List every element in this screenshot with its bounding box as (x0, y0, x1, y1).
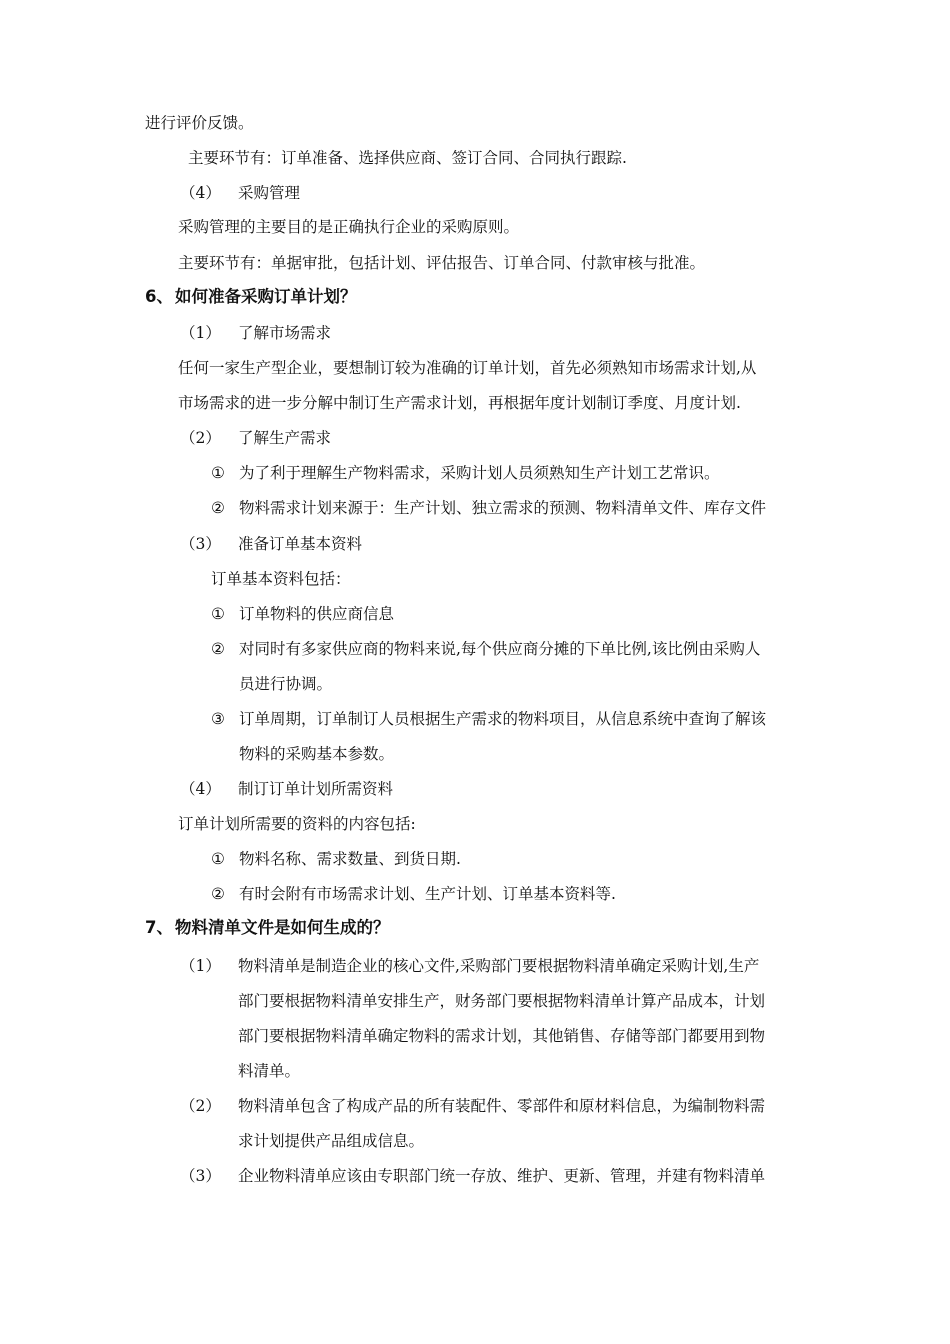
paragraph-line: 物料的采购基本参数。 (239, 745, 395, 763)
paragraph-line: 任何一家生产型企业，要想制订较为准确的订单计划，首先必须熟知市场需求计划,从 (178, 359, 757, 377)
list-text: 制订订单计划所需资料 (238, 780, 394, 798)
list-number: （4） (180, 184, 221, 202)
paragraph-line: 进行评价反馈。 (145, 114, 254, 132)
list-text: 物料清单包含了构成产品的所有装配件、零部件和原材料信息，为编制物料需 (238, 1097, 766, 1115)
list-text: 企业物料清单应该由专职部门统一存放、维护、更新、管理，并建有物料清单 (238, 1167, 766, 1185)
list-item (211, 883, 616, 905)
paragraph-line: 采购管理的主要目的是正确执行企业的采购原则。 (178, 218, 520, 236)
list-number: ② (211, 499, 225, 517)
paragraph-line: 市场需求的进一步分解中制订生产需求计划，再根据年度计划制订季度、月度计划. (178, 394, 741, 412)
list-text: 物料需求计划来源于：生产计划、独立需求的预测、物料清单文件、库存文件 (239, 499, 767, 517)
list-number: （4） (180, 780, 221, 798)
list-item (211, 848, 461, 870)
list-text: 了解生产需求 (238, 429, 332, 447)
paragraph-line: 主要环节有：订单准备、选择供应商、签订合同、合同执行跟踪. (188, 149, 627, 167)
list-number: （3） (180, 535, 221, 553)
list-item (180, 778, 393, 800)
list-text: 对同时有多家供应商的物料来说,每个供应商分摊的下单比例,该比例由采购人 (239, 640, 761, 658)
paragraph-line: 主要环节有：单据审批，包括计划、评估报告、订单合同、付款审核与批准。 (178, 254, 706, 272)
list-number: ② (211, 640, 225, 658)
list-number: ① (211, 464, 225, 482)
list-item (211, 638, 760, 660)
paragraph-line: 部门要根据物料清单安排生产，财务部门要根据物料清单计算产品成本，计划 (238, 992, 766, 1010)
list-text: 物料清单是制造企业的核心文件,采购部门要根据物料清单确定采购计划,生产 (238, 957, 760, 975)
heading-number: 6、 (145, 287, 173, 306)
list-number: ① (211, 850, 225, 868)
paragraph-line: 料清单。 (238, 1062, 301, 1080)
list-text: 物料名称、需求数量、到货日期. (239, 850, 461, 868)
list-number: （2） (180, 429, 221, 447)
list-item (180, 427, 331, 449)
paragraph-line: 订单基本资料包括： (211, 570, 351, 588)
list-item (180, 955, 759, 977)
list-text: 了解市场需求 (238, 324, 332, 342)
list-number: （3） (180, 1167, 221, 1185)
list-number: ② (211, 885, 225, 903)
list-item (180, 182, 300, 204)
list-text: 准备订单基本资料 (238, 535, 363, 553)
list-item (180, 1165, 765, 1187)
paragraph-line: 部门要根据物料清单确定物料的需求计划，其他销售、存储等部门都要用到物 (238, 1027, 766, 1045)
list-item (180, 322, 331, 344)
list-item (211, 708, 766, 730)
list-item (180, 1095, 765, 1117)
list-item (211, 603, 394, 625)
paragraph-line: 员进行协调。 (239, 675, 333, 693)
list-number: （2） (180, 1097, 221, 1115)
list-item (211, 462, 720, 484)
paragraph-line: 求计划提供产品组成信息。 (238, 1132, 425, 1150)
heading-number: 7、 (145, 918, 173, 937)
list-item (211, 497, 766, 519)
list-number: （1） (180, 957, 221, 975)
list-item (180, 533, 362, 555)
section-heading (145, 286, 357, 308)
list-number: （1） (180, 324, 221, 342)
list-text: 有时会附有市场需求计划、生产计划、订单基本资料等. (239, 885, 616, 903)
list-text: 为了利于理解生产物料需求，采购计划人员须熟知生产计划工艺常识。 (239, 464, 720, 482)
heading-text: 如何准备采购订单计划？ (175, 287, 357, 306)
list-text: 订单物料的供应商信息 (239, 605, 395, 623)
section-heading (145, 917, 390, 939)
list-number: ③ (211, 710, 225, 728)
list-number: ① (211, 605, 225, 623)
heading-text: 物料清单文件是如何生成的？ (175, 918, 390, 937)
paragraph-line: 订单计划所需要的资料的内容包括: (178, 815, 416, 833)
list-text: 采购管理 (238, 184, 301, 202)
list-text: 订单周期，订单制订人员根据生产需求的物料项目，从信息系统中查询了解该 (239, 710, 767, 728)
